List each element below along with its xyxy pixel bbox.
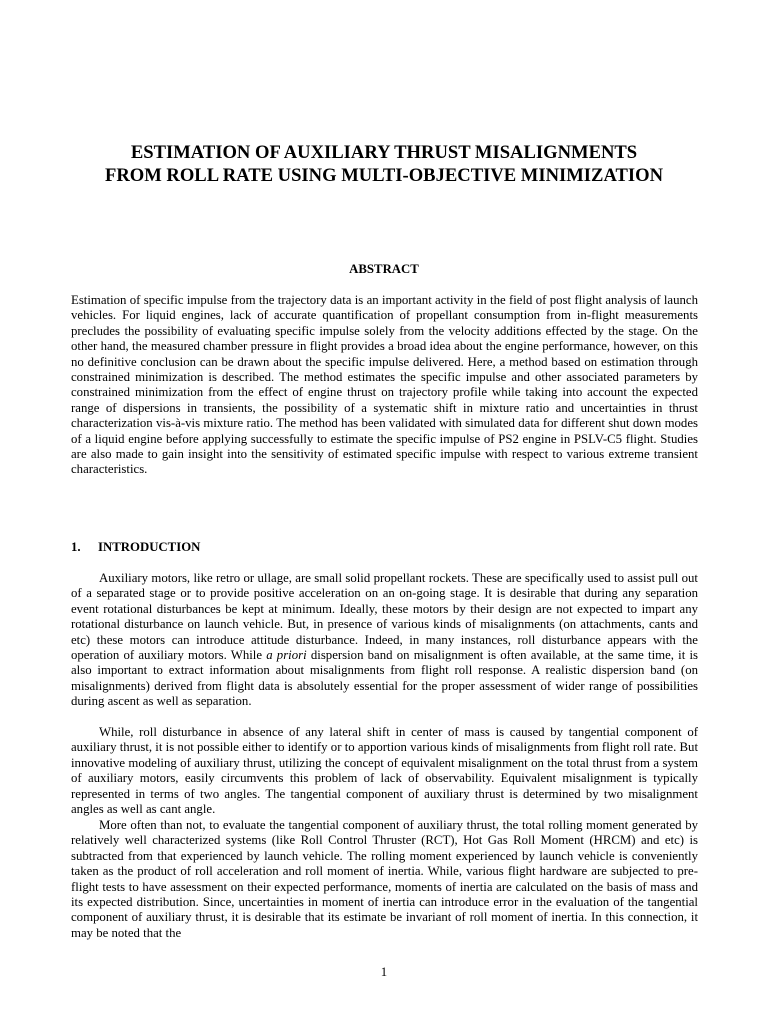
intro-paragraph-3: More often than not, to evaluate the tangential component of auxiliary thrust, the total rolling moment generated by relatively well characterized systems (like Roll Control Thruster (RCT), Hot Gas Roll Moment (HRCM) and etc) is subtracted from that experienced by launch vehicle. The rolling moment experienced by launch vehicle is conveniently taken as the product of roll acceleration and roll moment of inertia. While, various flight hardware are subjected to pre-flight tests to have assessment on their expected performance, moments of inertia are calculated on the basis of mass and its expected distribution. Since, uncertainties in moment of inertia can introduce error in the evaluation of the tangential component of auxiliary thrust, it is desirable that its estimate be invariant of roll moment of inertia. In this connection, it may be noted that the: [71, 818, 698, 940]
intro-paragraph-1: [71, 571, 698, 710]
intro-paragraph-1-part-a: Auxiliary motors, like retro or ullage, are small solid propellant rockets. These are specifically used to assist pull out of a separated stage or to provide positive acceleration on an on-going stage. It is desirable that during any separation event rotational disturbances be kept at minimum. Ideally, these motors by their design are not expected to impart any rotational disturbance on launch vehicle. But, in presence of various kinds of misalignments (on attachments, cants and etc) these motors can introduce attitude disturbance. Indeed, in many instances, roll disturbance appears with the operation of auxiliary motors. While: [71, 571, 698, 663]
title-line-2: FROM ROLL RATE USING MULTI-OBJECTIVE MINIMIZATION: [104, 165, 664, 186]
section-title: INTRODUCTION: [98, 540, 201, 554]
abstract-heading: ABSTRACT: [349, 262, 419, 276]
page-number: 1: [380, 965, 388, 979]
intro-paragraph-1-italic: a priori: [266, 648, 307, 663]
title-line-1: ESTIMATION OF AUXILIARY THRUST MISALIGNMENTS: [130, 142, 638, 163]
paper-title: [40, 141, 728, 187]
abstract-text: Estimation of specific impulse from the trajectory data is an important activity in the field of post flight analysis of launch vehicles. For liquid engines, lack of accurate quantification of propellant consumption from in-flight measurements precludes the possibility of evaluating specific impulse solely from the velocity additions effected by the stage. On the other hand, the measured chamber pressure in flight provides a broad idea about the engine performance, however, on this no definitive conclusion can be drawn about the specific impulse delivered. Here, a method based on estimation through constrained minimization is described. The method estimates the specific impulse and other associated parameters by constrained minimization from the effect of engine thrust on trajectory profile while taking into account the expected range of dispersions in transients, the possibility of a systematic shift in mixture ratio and uncertainties in thrust characterization vis-à-vis mixture ratio. The method has been validated with simulated data for different shut down modes of a liquid engine before applying successfully to estimate the specific impulse of PS2 engine in PSLV-C5 flight. Studies are also made to gain insight into the sensitivity of estimated specific impulse with respect to various extreme transient characteristics.: [71, 293, 698, 477]
section-number: 1.: [71, 540, 81, 554]
intro-paragraph-1-part-b: dispersion band on misalignment is often available, at the same time, it is also important to extract information about misalignments from flight roll response. A realistic dispersion band (on misalignments) derived from flight data is absolutely essential for the proper assessment of wider range of possibilities during ascent as well as separation.: [71, 648, 699, 709]
section-heading-introduction: [71, 540, 200, 555]
intro-paragraph-2: While, roll disturbance in absence of any lateral shift in center of mass is caused by tangential component of auxiliary thrust, it is not possible either to identify or to apportion various kinds of misalignments from flight roll rate. But innovative modeling of auxiliary thrust, utilizing the concept of equivalent misalignment on the total thrust from a system of auxiliary motors, easily circumvents this problem of lack of observability. Equivalent misalignment is typically represented in terms of two angles. The tangential component of auxiliary thrust is determined by two misalignment angles as well as cant angle.: [71, 725, 698, 817]
